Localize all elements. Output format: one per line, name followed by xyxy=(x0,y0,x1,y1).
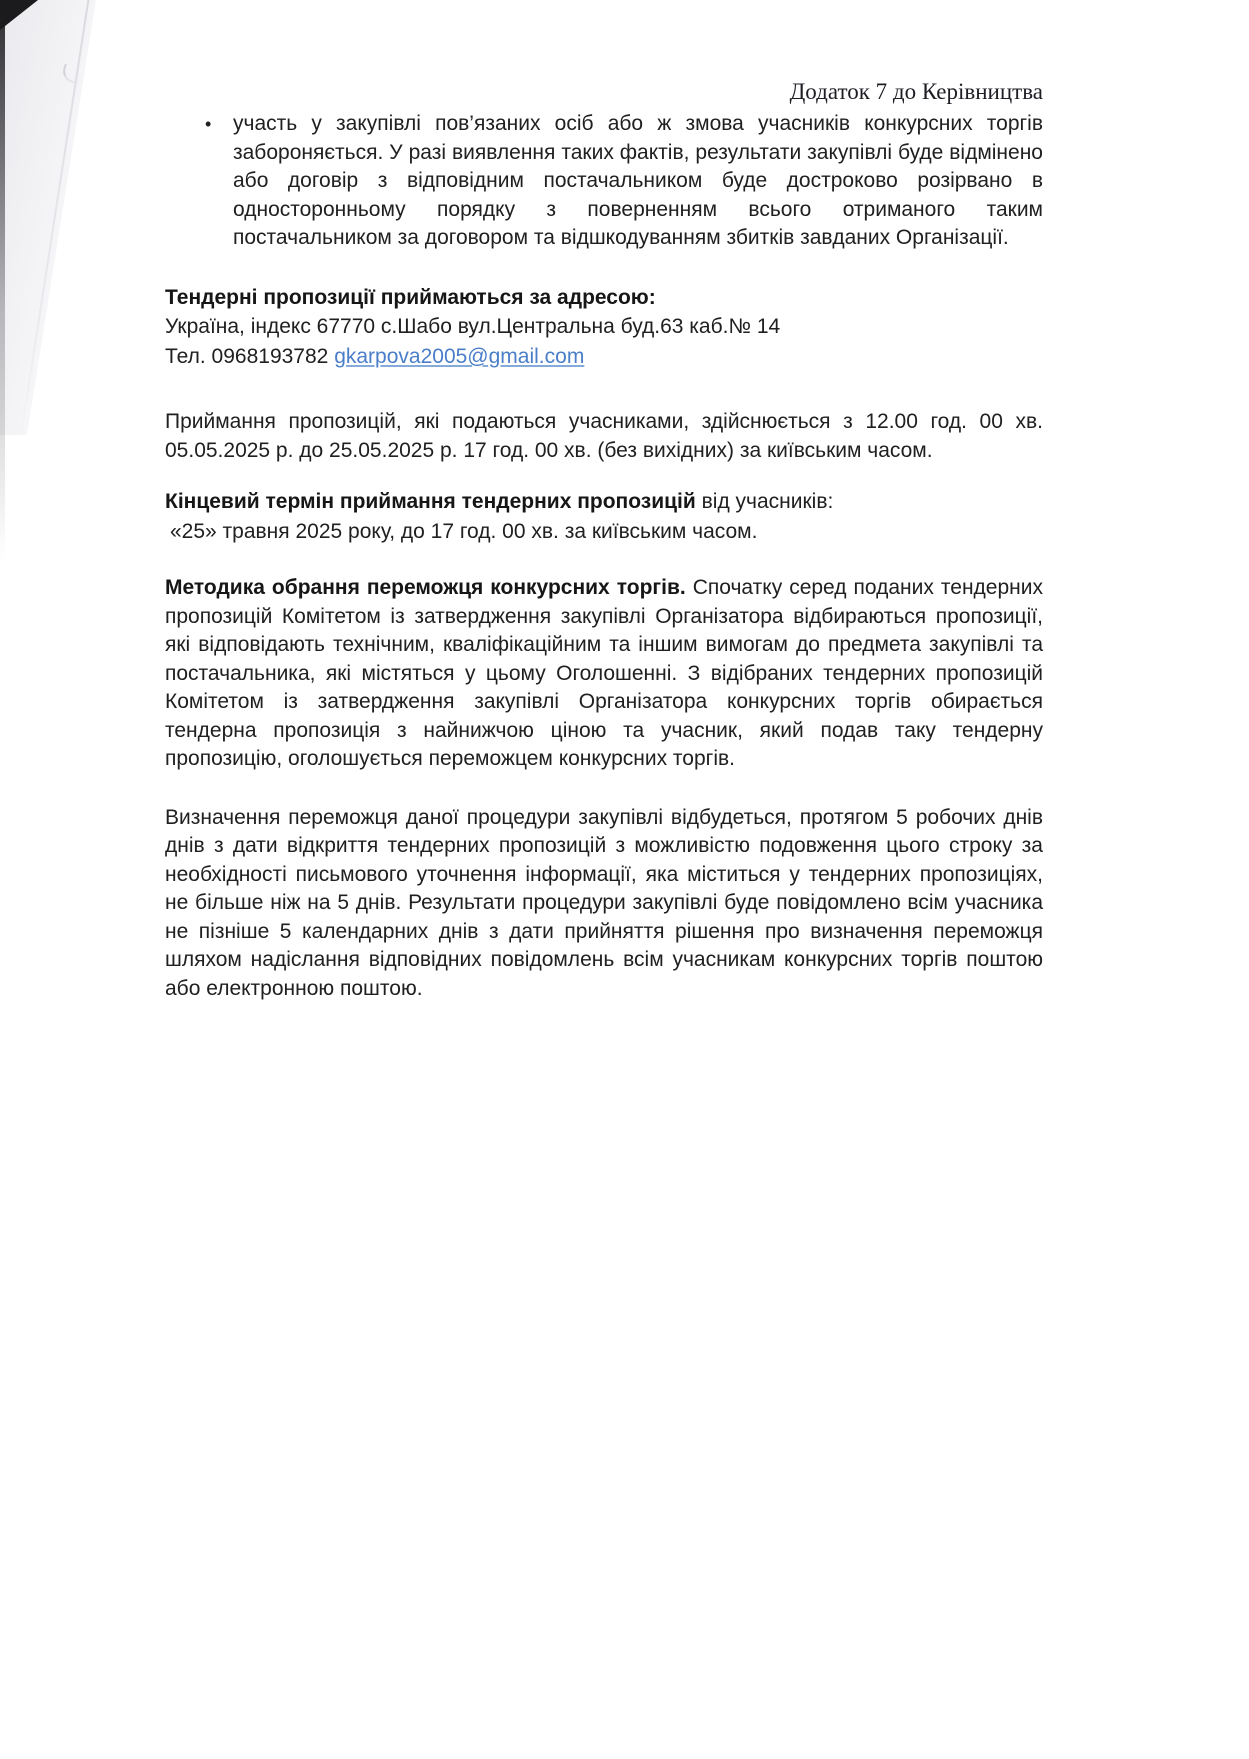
deadline-heading-bold: Кінцевий термін приймання тендерних пропозицій xyxy=(165,490,696,513)
scan-edge-strip-artifact xyxy=(0,0,5,560)
bullet-paragraph: участь у закупівлі пов’язаних осіб або ж змова учасників конкурсних торгів забороняється. У разі виявлення таких фактів, результати закупівлі буде відмінено або договір з відповідним постачальником буде достроково розірвано в односторонньому порядку з поверненням всього отриманого таким постачальником за договором та відшкодуванням збитків завданих Організації. xyxy=(233,112,1043,249)
phone-line xyxy=(165,342,1043,372)
appendix-header: Додаток 7 до Керівництва xyxy=(789,79,1043,104)
acceptance-paragraph: Приймання пропозицій, які подаються учасниками, здійснюється з 12.00 год. 00 хв. 05.05.2025 р. до 25.05.2025 р. 17 год. 00 хв. (без вихідних) за київським часом. xyxy=(165,410,1043,462)
document-content xyxy=(165,78,1043,1003)
bullet-item xyxy=(165,110,1043,253)
address-line: Україна, індекс 67770 с.Шабо вул.Центральна буд.63 каб.№ 14 xyxy=(165,315,781,338)
method-paragraph xyxy=(165,574,1043,774)
winner-paragraph: Визначення переможця даної процедури закупівлі відбудеться, протягом 5 робочих днів днів з дати відкриття тендерних пропозицій з можливістю подовження цього строку за необхідності письмового уточнення інформації, яка міститься у тендерних пропозиціях, не більше ніж на 5 днів. Результати процедури закупівлі буде повідомлено всім учасника не пізніше 5 календарних днів з дати прийняття рішення про визначення переможця шляхом надіслання відповідних повідомлень всім учасникам конкурсних торгів поштою або електронною поштою. xyxy=(165,805,1043,1000)
deadline-heading-rest: від учасників: xyxy=(701,490,834,513)
email-link[interactable]: gkarpova2005@gmail.com xyxy=(334,345,585,368)
deadline-date-line: «25» травня 2025 року, до 17 год. 00 хв. за київським часом. xyxy=(170,520,758,543)
address-heading: Тендерні пропозиції приймаються за адресою: xyxy=(165,285,656,309)
deadline-heading xyxy=(165,487,1043,517)
method-lead: Методика обрання переможця конкурсних торгів. xyxy=(165,576,686,599)
phone-number: Тел. 0968193782 xyxy=(165,345,329,368)
method-body: Спочатку серед поданих тендерних пропозицій Комітетом із затвердження закупівлі Організатора відбираються пропозиції, які відповідають технічним, кваліфікаційним та іншим вимогам до предмета закупівлі та постачальника, які містяться у цьому Оголошенні. З відібраних тендерних пропозицій Комітетом із затвердження закупівлі Організатора конкурсних торгів обирається тендерна пропозиція з найнижчою ціною та учасник, який подав таку тендерну пропозицію, оголошується переможцем конкурсних торгів. xyxy=(165,576,1043,770)
bullet-icon: • xyxy=(205,114,212,134)
